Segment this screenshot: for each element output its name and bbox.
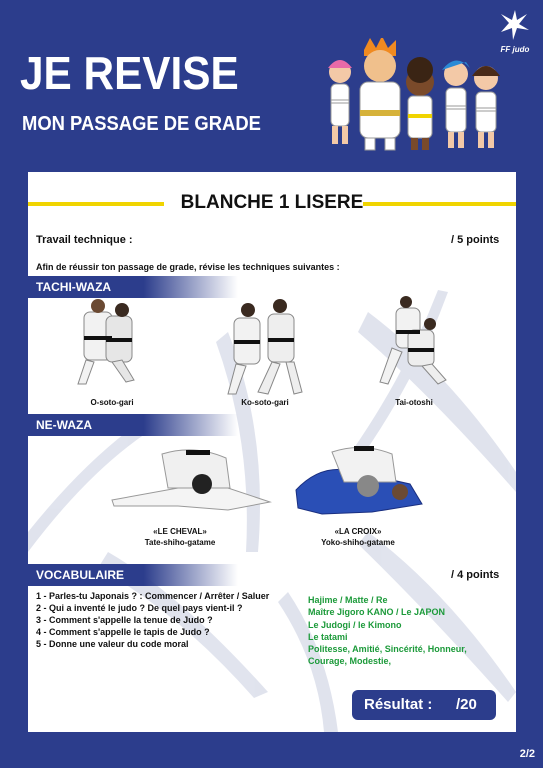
technique-caption: O-soto-gari — [90, 398, 134, 407]
grade-title: BLANCHE 1 LISERE — [180, 192, 364, 213]
answer-3: Le Judogi / le Kimono — [308, 619, 402, 630]
tachi-waza-heading: TACHI-WAZA — [28, 276, 238, 298]
ne-waza-name: Tate-shiho-gatame — [144, 538, 216, 547]
answer-2: Maître Jigoro KANO / Le JAPON — [308, 607, 446, 618]
judoka-characters-illustration — [318, 38, 503, 156]
ne-waza-heading: NE-WAZA — [28, 414, 238, 436]
character-boy-middle — [406, 57, 434, 150]
result-label: Résultat : — [364, 696, 433, 713]
answer-1: Hajime / Matte / Re — [308, 595, 388, 605]
character-girl-right — [472, 66, 500, 148]
grade-bar-right — [363, 202, 516, 206]
result-value: /20 — [456, 696, 477, 713]
vocabulary-answers — [308, 594, 498, 668]
ko-soto-gari-photo — [224, 296, 306, 400]
technique-points: / 5 points — [451, 234, 500, 246]
grade-bar-left — [28, 202, 164, 206]
technique-intro: Afin de réussir ton passage de grade, révise les techniques suivantes : — [36, 262, 340, 272]
ne-waza-nickname: «LA CROIX» — [334, 527, 382, 536]
ne-waza-name: Yoko-shiho-gatame — [321, 538, 395, 547]
character-sensei — [360, 38, 400, 150]
page-subtitle: MON PASSAGE DE GRADE — [22, 113, 261, 135]
question-3: 3 - Comment s'appelle la tenue de Judo ? — [36, 615, 213, 625]
tate-shiho-gatame-photo — [108, 444, 272, 514]
character-girl-left — [328, 60, 352, 144]
question-1: 1 - Parles-tu Japonais ? : Commencer / Arrêter / Saluer — [36, 591, 270, 601]
answer-5: Politesse, Amitié, Sincérité, Honneur, Courage, Modestie, — [308, 644, 467, 667]
tai-otoshi-photo — [378, 294, 450, 390]
vocabulary-questions — [36, 590, 269, 650]
technique-caption: Ko-soto-gari — [241, 398, 289, 407]
revision-card — [28, 172, 516, 732]
result-box — [352, 690, 496, 720]
technique-label: Travail technique : — [36, 234, 133, 246]
answer-4: Le tatami — [308, 631, 348, 642]
technique-caption: Tai-otoshi — [395, 398, 433, 407]
vocabulaire-heading: VOCABULAIRE — [28, 564, 238, 586]
logo-text: FF judo — [500, 45, 530, 54]
character-blue-hair — [442, 60, 470, 148]
grade-heading — [28, 192, 516, 214]
page-title: JE REVISE — [20, 47, 239, 99]
question-4: 4 - Comment s'appelle le tapis de Judo ? — [36, 627, 210, 637]
yoko-shiho-gatame-photo — [292, 442, 424, 520]
vocabulaire-points: / 4 points — [451, 569, 500, 581]
question-2: 2 - Qui a inventé le judo ? De quel pays vient-il ? — [36, 603, 243, 613]
ne-waza-nickname: «LE CHEVAL» — [153, 527, 207, 536]
judoka-logo-icon — [497, 8, 533, 42]
page-number: 2/2 — [519, 748, 535, 760]
question-5: 5 - Donne une valeur du code moral — [36, 639, 189, 649]
o-soto-gari-photo — [72, 296, 152, 388]
